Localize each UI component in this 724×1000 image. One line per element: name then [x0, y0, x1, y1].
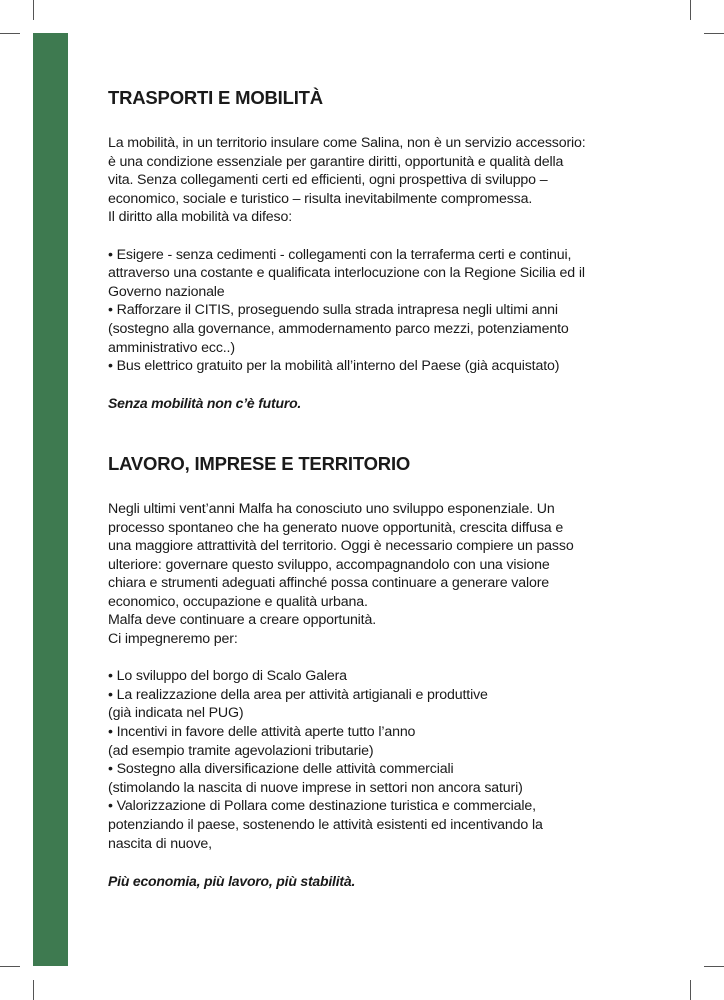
text-line: vita. Senza collegamenti certi ed efficienti, ogni prospettiva di sviluppo –: [108, 172, 548, 189]
section-title: TRASPORTI E MOBILITÀ: [108, 87, 323, 108]
list-item: Governo nazionale: [108, 283, 225, 300]
section-transport-mobility: [108, 86, 648, 413]
crop-mark-top-left: [33, 0, 34, 20]
text-line: processo spontaneo che ha generato nuove opportunità, crescita diffusa e: [108, 519, 564, 536]
crop-mark-top-right: [690, 0, 691, 20]
list-item: (ad esempio tramite agevolazioni tributarie): [108, 742, 374, 759]
list-item: • Lo sviluppo del borgo di Scalo Galera: [108, 668, 347, 685]
intro-paragraph: [108, 500, 648, 649]
list-item: • Valorizzazione di Pollara come destinazione turistica e commerciale,: [108, 798, 536, 815]
closing-statement: Senza mobilità non c’è futuro.: [108, 395, 302, 412]
list-item: • Sostegno alla diversificazione delle attività commerciali: [108, 761, 454, 778]
closing-statement: Più economia, più lavoro, più stabilità.: [108, 872, 356, 889]
text-line: chiara e strumenti adeguati affinché possa continuare a generare valore: [108, 575, 550, 592]
list-item: • Incentivi in favore delle attività aperte tutto l’anno: [108, 724, 416, 741]
list-item: • Bus elettrico gratuito per la mobilità all’interno del Paese (già acquistato): [108, 358, 560, 375]
crop-mark-right-top: [704, 33, 724, 34]
text-line: ulteriore: governare questo sviluppo, accompagnandolo con una visione: [108, 556, 550, 573]
crop-mark-right-bottom: [704, 966, 724, 967]
list-item: attraverso una costante e qualificata interlocuzione con la Regione Sicilia ed il: [108, 265, 585, 282]
text-line: Malfa deve continuare a creare opportunità.: [108, 612, 377, 629]
list-item: • Rafforzare il CITIS, proseguendo sulla strada intrapresa negli ultimi anni: [108, 302, 558, 319]
text-line: Il diritto alla mobilità va difeso:: [108, 209, 293, 226]
text-line: è una condizione essenziale per garantire diritti, opportunità e qualità della: [108, 153, 564, 170]
list-item: potenziando il paese, sostenendo le attività esistenti ed incentivando la: [108, 817, 543, 833]
list-item: amministrativo ecc..): [108, 339, 235, 356]
text-line: economico, sociale e turistico – risulta inevitabilmente compromessa.: [108, 190, 533, 207]
list-item: nascita di nuove,: [108, 835, 212, 852]
text-line: Negli ultimi vent’anni Malfa ha conosciuto uno sviluppo esponenziale. Un: [108, 500, 555, 517]
crop-mark-left-top: [0, 33, 20, 34]
section-work-business-territory: [108, 452, 648, 890]
crop-mark-bottom-right: [690, 980, 691, 1000]
document-body: [108, 86, 648, 890]
crop-mark-bottom-left: [33, 980, 34, 1000]
text-line: una maggiore attrattività del territorio. Oggi è necessario compiere un passo: [108, 538, 574, 555]
list-item: • La realizzazione della area per attività artigianali e produttive: [108, 686, 488, 703]
text-line: Ci impegneremo per:: [108, 631, 238, 648]
text-line: La mobilità, in un territorio insulare come Salina, non è un servizio accessorio:: [108, 135, 586, 151]
text-line: economico, occupazione e qualità urbana.: [108, 593, 368, 610]
list-item: (stimolando la nascita di nuove imprese in settori non ancora saturi): [108, 779, 523, 796]
intro-paragraph: [108, 134, 648, 227]
bullet-list: [108, 246, 648, 376]
list-item: (sostegno alla governance, ammodernamento parco mezzi, potenziamento: [108, 320, 569, 337]
bullet-list: [108, 667, 648, 853]
crop-mark-left-bottom: [0, 966, 20, 967]
list-item: • Esigere - senza cedimenti - collegamenti con la terraferma certi e continui,: [108, 246, 572, 263]
section-title: LAVORO, IMPRESE E TERRITORIO: [108, 452, 411, 474]
accent-side-bar: [33, 33, 68, 966]
list-item: (già indicata nel PUG): [108, 705, 244, 722]
